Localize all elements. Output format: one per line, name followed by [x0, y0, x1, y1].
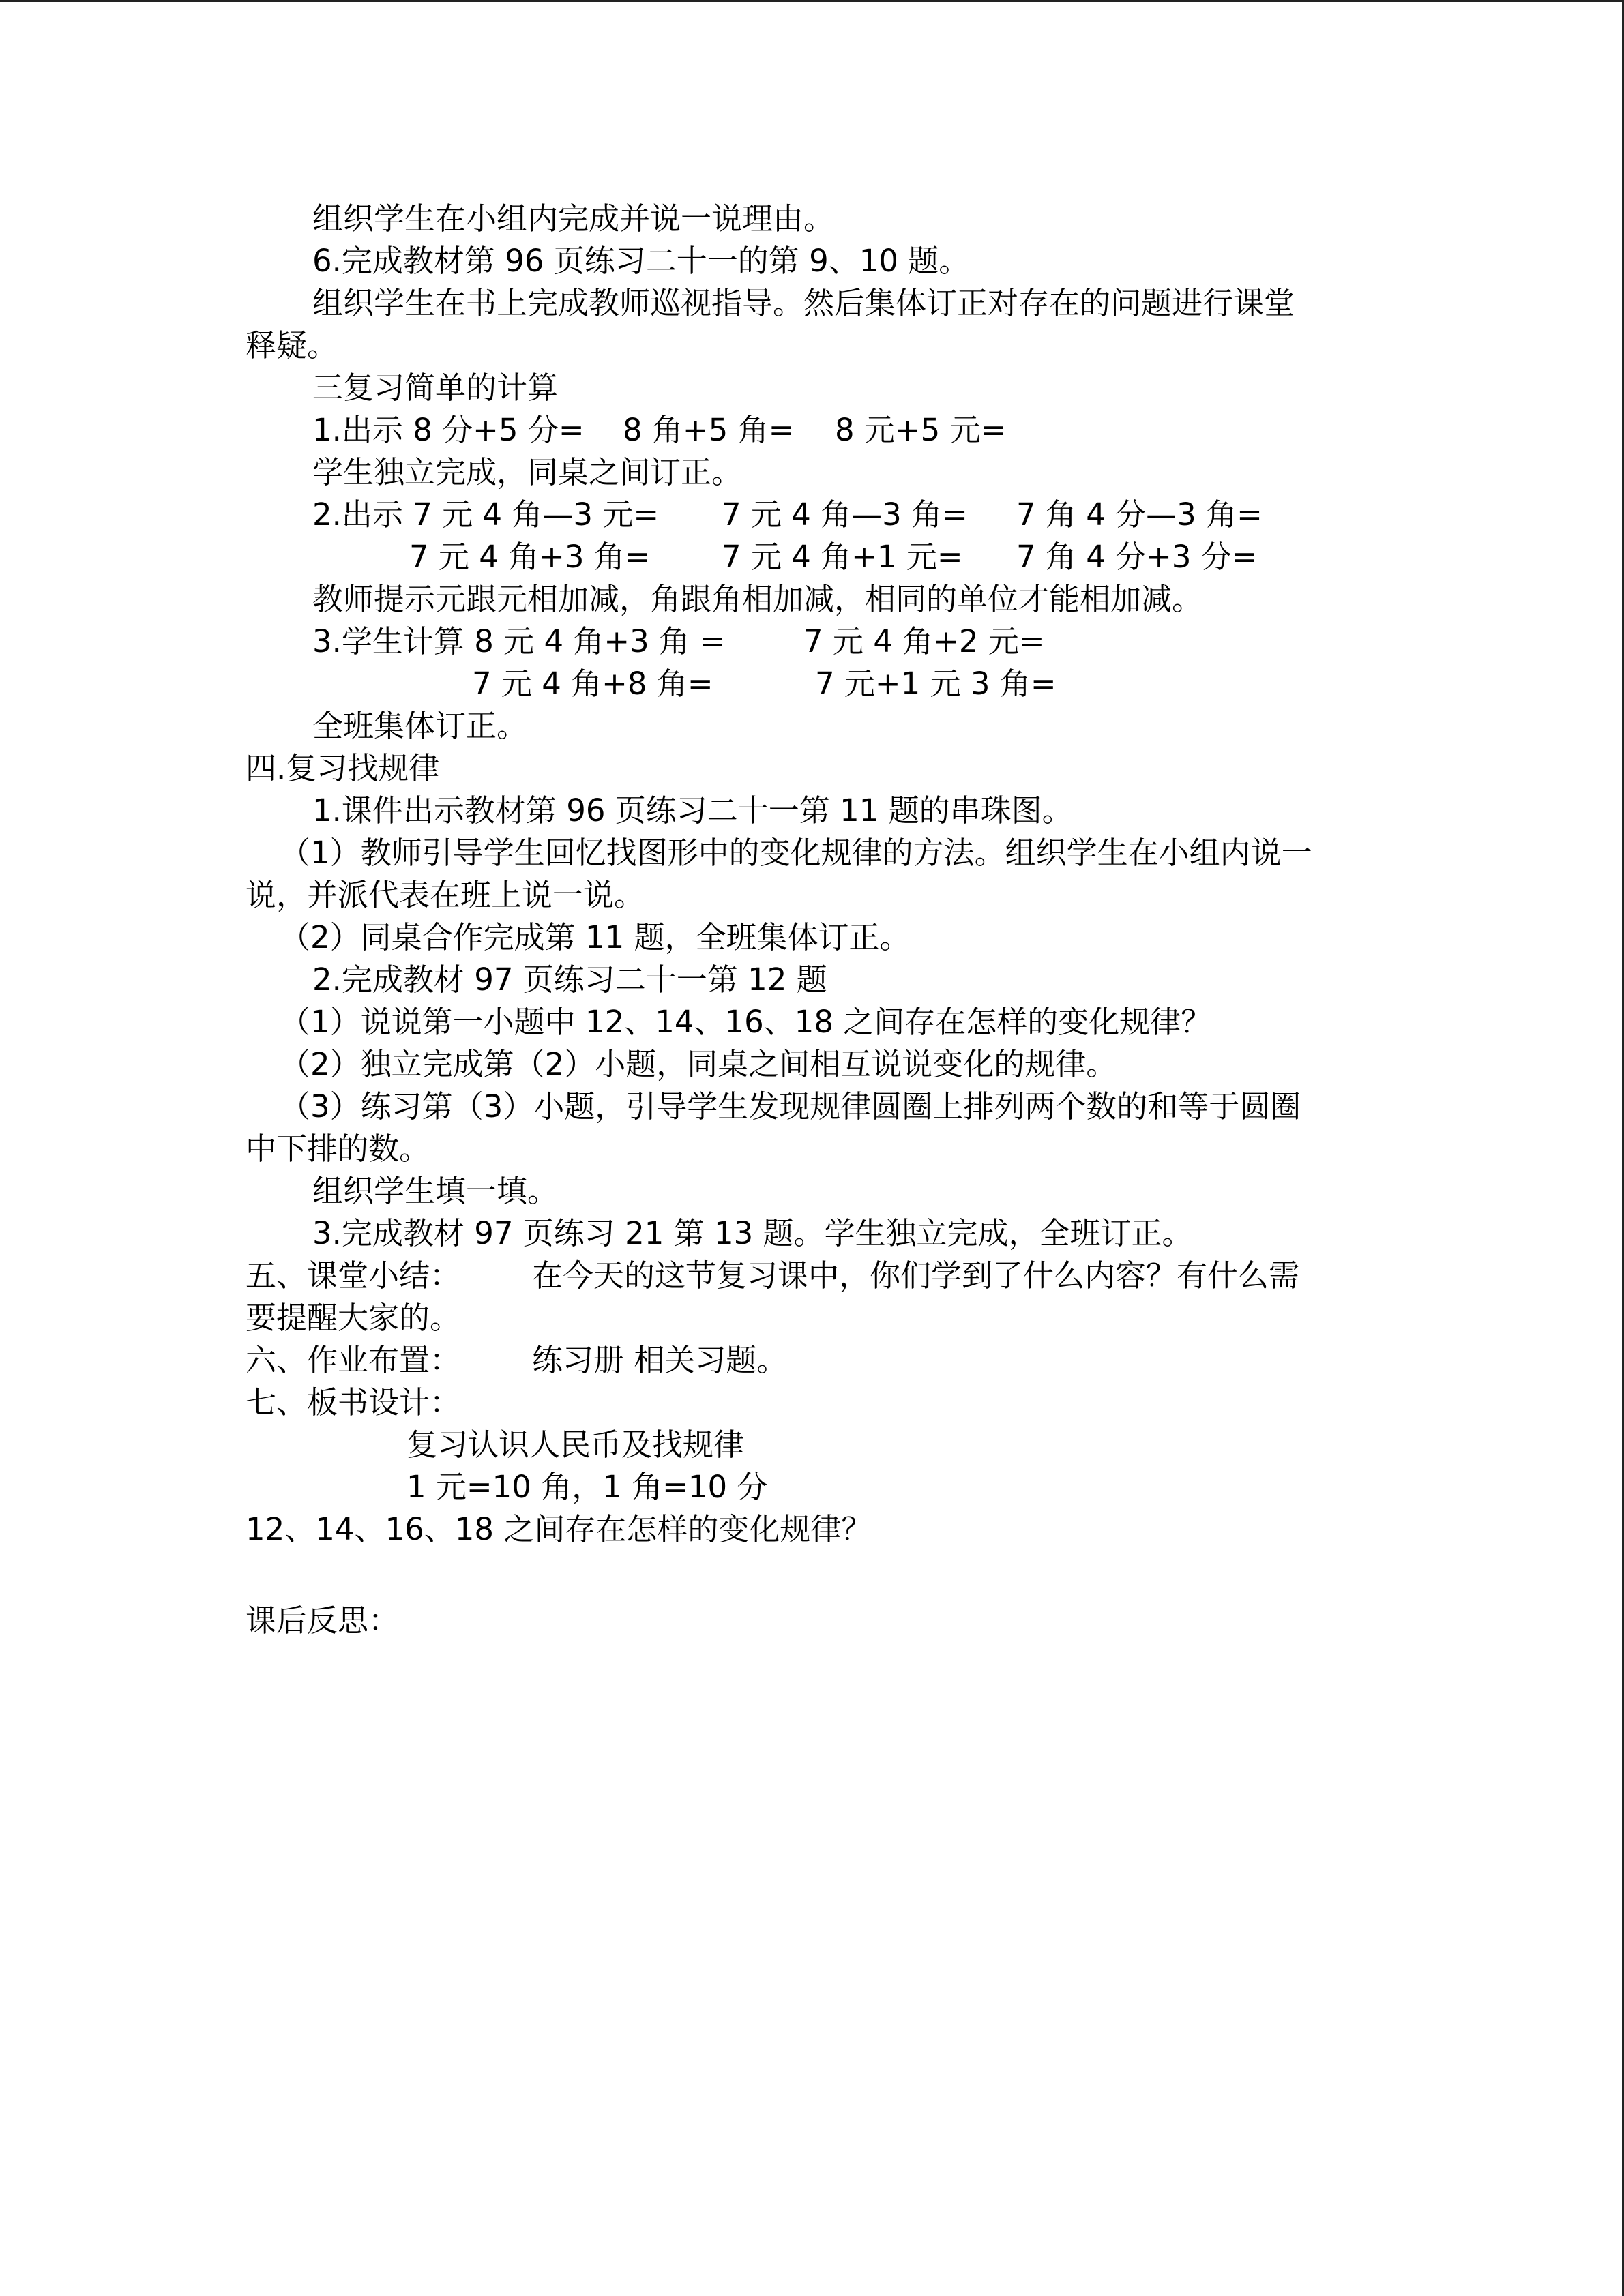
text-line: 1.课件出示教材第 96 页练习二十一第 11 题的串珠图。 [312, 792, 1073, 829]
text-line: 要提醒大家的。 [246, 1300, 461, 1336]
calc-item: 7 元 4 角+1 元= [722, 539, 963, 575]
calc-item: 3.学生计算 8 元 4 角+3 角 = [312, 623, 726, 659]
text-line: 全班集体订正。 [312, 708, 528, 744]
homework-row [246, 1341, 1064, 1380]
text-line: 说，并派代表在班上说一说。 [246, 877, 645, 913]
board-title: 复习认识人民币及找规律 [407, 1427, 745, 1463]
calc-item: 7 元 4 角+2 元= [803, 623, 1045, 659]
calc-item: 7 元 4 角+8 角= [472, 666, 713, 702]
calc-row-2 [312, 496, 1267, 534]
text-line: （1）说说第一小题中 12、14、16、18 之间存在怎样的变化规律？ [280, 1004, 1212, 1040]
text-line: （2）同桌合作完成第 11 题，全班集体订正。 [280, 919, 911, 955]
text-line: 6.完成教材第 96 页练习二十一的第 9、10 题。 [312, 243, 970, 279]
calc-item: 8 元+5 元= [835, 412, 1007, 448]
text-line: 在今天的这节复习课中，你们学到了什么内容？有什么需 [532, 1257, 1300, 1294]
text-line: 中下排的数。 [246, 1131, 430, 1167]
text-line: 2.完成教材 97 页练习二十一第 12 题 [312, 961, 827, 998]
text-line: 练习册 相关习题。 [532, 1342, 788, 1378]
board-line: 12、14、16、18 之间存在怎样的变化规律？ [246, 1511, 872, 1547]
calc-item: 7 元 4 角—3 角= [722, 496, 968, 533]
text-line: （2）独立完成第（2）小题，同桌之间相互说说变化的规律。 [280, 1046, 1117, 1082]
text-line: 组织学生填一填。 [312, 1173, 559, 1209]
text-line: （1）教师引导学生回忆找图形中的变化规律的方法。组织学生在小组内说一 [280, 835, 1312, 871]
calc-item: 8 角+5 角= [623, 412, 795, 448]
calc-row-3 [312, 538, 1267, 576]
calc-row-5 [312, 665, 1199, 703]
text-line: 三复习简单的计算 [312, 370, 559, 406]
board-line: 1 元=10 角，1 角=10 分 [407, 1469, 768, 1505]
section-heading: 四.复习找规律 [246, 750, 440, 786]
calc-item: 7 角 4 分—3 角= [1016, 496, 1263, 533]
reflection-heading: 课后反思： [246, 1602, 400, 1639]
text-line: 释疑。 [246, 327, 338, 363]
section-heading: 六、作业布置： [246, 1342, 461, 1378]
calc-row-4 [312, 623, 1199, 661]
text-line: 组织学生在书上完成教师巡视指导。然后集体订正对存在的问题进行课堂 [312, 285, 1295, 321]
text-line: （3）练习第（3）小题，引导学生发现规律圆圈上排列两个数的和等于圆圈 [280, 1088, 1301, 1124]
calc-item: 7 角 4 分+3 分= [1016, 539, 1258, 575]
calc-row-1 [312, 411, 1131, 449]
calc-item: 7 元 4 角+3 角= [409, 539, 651, 575]
text-line: 3.完成教材 97 页练习 21 第 13 题。学生独立完成，全班订正。 [312, 1215, 1193, 1251]
calc-item: 1.出示 8 分+5 分= [312, 412, 585, 448]
summary-row [246, 1257, 1405, 1295]
text-line: 组织学生在小组内完成并说一说理由。 [312, 200, 835, 237]
section-heading: 五、课堂小结： [246, 1257, 461, 1294]
text-line: 教师提示元跟元相加减，角跟角相加减，相同的单位才能相加减。 [312, 581, 1203, 617]
calc-item: 2.出示 7 元 4 角—3 元= [312, 496, 660, 533]
calc-item: 7 元+1 元 3 角= [815, 666, 1057, 702]
section-heading: 七、板书设计： [246, 1384, 461, 1420]
text-line: 学生独立完成，同桌之间订正。 [312, 454, 743, 490]
